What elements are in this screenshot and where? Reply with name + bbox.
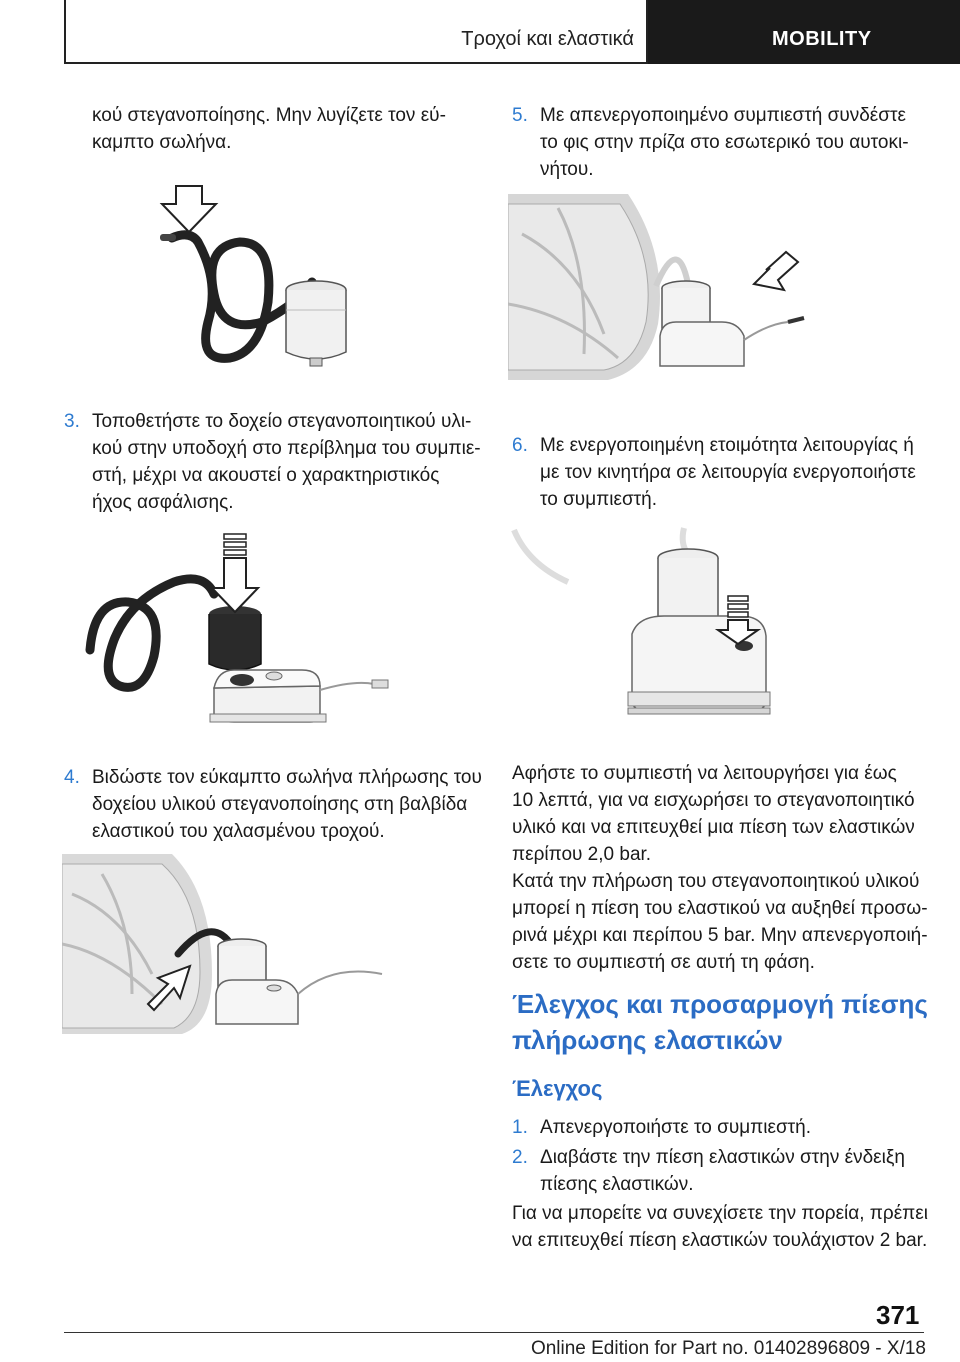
step-number: 4.: [64, 767, 80, 788]
step-text: Τοποθετήστε το δοχείο στεγανοποιητικού υλι- κού στην υποδοχή στο περίβλημα του συμπιε- στή, μέχρι να ακουστεί ο χαρακτηριστικός ήχος ασφάλισης.: [92, 411, 481, 513]
check-step-1: [512, 1114, 932, 1142]
step-4: [64, 764, 484, 848]
step-number: 1.: [512, 1117, 528, 1138]
step-text: Με ενεργοποιημένη ετοιμότητα λειτουργίας ή με τον κινητήρα σε λειτουργία ενεργοποιήστε το συμπιεστή.: [540, 435, 916, 510]
header-mobility-tab: [648, 0, 960, 64]
footer-rule: [64, 1332, 924, 1333]
intro-text: κού στεγανοποίησης. Μην λυγίζετε τον εύ- καμπτο σωλήνα.: [92, 105, 446, 153]
figure-compressor-on: [508, 524, 798, 724]
figure-plug-socket: [508, 194, 838, 380]
step-number: 2.: [512, 1147, 528, 1168]
paragraph-run-time: Αφήστε το συμπιεστή να λειτουργήσει για έως 10 λεπτά, για να εισχωρήσει το στεγανοποιητικό υλικό και να επιτευχθεί μια πίεση των ελαστικών περίπου 2,0 bar.: [512, 763, 915, 865]
sub-heading: Έλεγχος: [512, 1076, 603, 1101]
header-section-title: Τροχοί και ελαστικά: [461, 28, 634, 50]
header-tab-label: MOBILITY: [772, 28, 872, 50]
check-step-2: [512, 1144, 932, 1200]
footer-edition-text: Online Edition for Part no. 01402896809 - X/18: [530, 1338, 926, 1359]
step-text: Βιδώστε τον εύκαμπτο σωλήνα πλήρωσης του δοχείου υλικού στεγανοποίησης στη βαλβίδα ελαστικού του χαλασμένου τροχού.: [92, 767, 482, 842]
figure-hose-connector: [150, 182, 370, 372]
step-6: [512, 432, 932, 516]
step-text: Διαβάστε την πίεση ελαστικών στην ένδειξη πίεσης ελαστικών.: [540, 1147, 905, 1195]
arrow-down-icon: [162, 186, 216, 232]
step-number: 3.: [64, 411, 80, 432]
paragraph-pressure-note: Κατά την πλήρωση του στεγανοποιητικού υλικού μπορεί η πίεση του ελαστικού να αυξηθεί προσω- ρινά μέχρι και περίπου 5 bar. Μην απενεργοποιή- σετε το συμπιεστή σε αυτή τη φάση.: [512, 871, 928, 973]
header-section-box: [64, 0, 648, 64]
closing-paragraph: Για να μπορείτε να συνεχίσετε την πορεία, πρέπει να επιτευχθεί πίεση ελαστικών τουλάχιστον 2 bar.: [512, 1203, 928, 1251]
figure-cartridge-insert: [84, 530, 394, 740]
figure-hose-to-valve: [62, 854, 402, 1034]
step-3: [64, 408, 484, 518]
page-number: 371: [876, 1300, 920, 1330]
step-text: Απενεργοποιήστε το συμπιεστή.: [540, 1117, 812, 1138]
step-5: [512, 102, 932, 186]
step-text: Με απενεργοποιημένο συμπιεστή συνδέστε το φις στην πρίζα στο εσωτερικό του αυτοκι- νήτου.: [540, 105, 909, 180]
section-heading: Έλεγχος και προσαρμογή πίεσης πλήρωσης ελαστικών: [512, 989, 928, 1055]
arrow-down-icon: [212, 534, 258, 612]
step-number: 5.: [512, 105, 528, 126]
arrow-down-left-icon: [754, 252, 798, 290]
step-number: 6.: [512, 435, 528, 456]
